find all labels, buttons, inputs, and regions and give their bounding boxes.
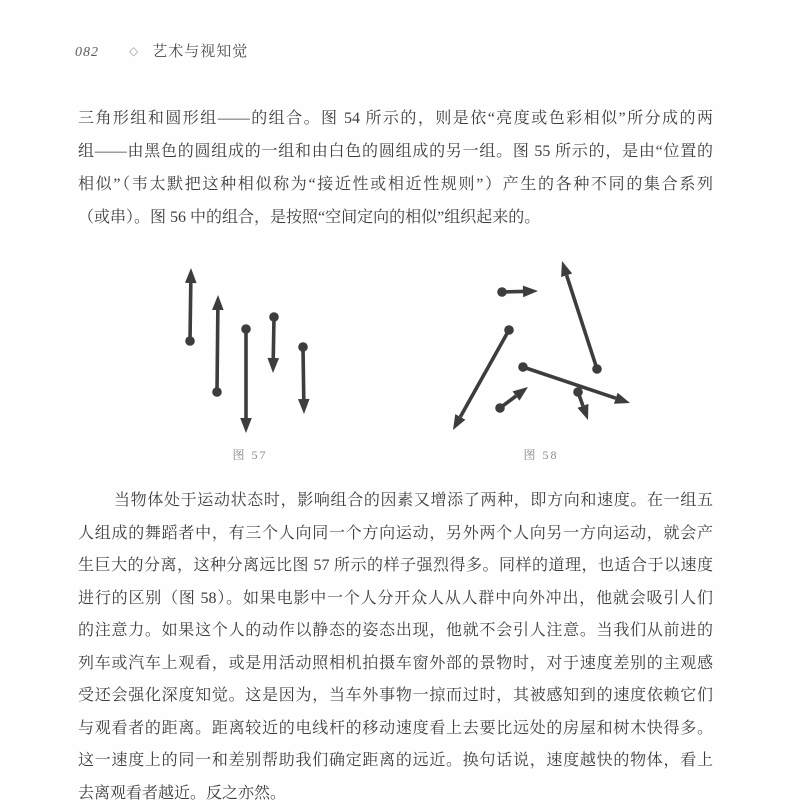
figure-57-arrow-diagram xyxy=(0,250,395,470)
text-line: 进行的区别（图 58）。如果电影中一个人分开众人从人群中向外冲出，他就会吸引人们 xyxy=(78,589,713,607)
text-line: 当物体处于运动状态时，影响组合的因素又增添了两种，即方向和速度。在一组五 xyxy=(114,492,713,509)
text-line: （或串）。图 56 中的组合，是按照“空间定向的相似”组织起来的。 xyxy=(78,209,541,226)
figure-57-caption: 图 57 xyxy=(232,448,268,462)
text-line: 与观看者的距离。距离较近的电线杆的移动速度看上去要比远处的房屋和树木快得多。 xyxy=(78,719,713,737)
text-line: 三角形组和圆形组——的组合。图 54 所示的，则是依“亮度或色彩相似”所分成的两 xyxy=(78,110,713,127)
text-line: 组——由黑色的圆组成的一组和由白色的圆组成的另一组。图 55 所示的，是由“位置的 xyxy=(78,143,713,160)
text-line: 生巨大的分离，这种分离远比图 57 所示的样子强烈得多。同样的道理，也适合于以速度 xyxy=(78,557,713,574)
page-number: 082 xyxy=(75,45,99,60)
text-line: 的注意力。如果这个人的动作以静态的姿态出现，他就不会引人注意。当我们从前进的 xyxy=(78,622,713,639)
diamond-icon: ◇ xyxy=(129,44,139,58)
text-line: 相似”（韦太默把这种相似称为“接近性或相近性规则”）产生的各种不同的集合系列 xyxy=(78,176,713,193)
text-line: 列车或汽车上观看，或是用活动照相机拍摄车窗外部的景物时，对于速度差别的主观感 xyxy=(78,654,713,672)
text-line: 受还会强化深度知觉。这是因为，当车外事物一掠而过时，其被感知到的速度依赖它们 xyxy=(78,687,713,704)
text-line: 去离观看者越近。反之亦然。 xyxy=(78,784,287,802)
paragraph-2 xyxy=(78,485,713,810)
figure-58-caption: 图 58 xyxy=(523,448,559,462)
paragraph-1 xyxy=(78,102,713,234)
text-line: 人组成的舞蹈者中，有三个人向同一个方向运动，另外两个人向另一方向运动，就会产 xyxy=(78,524,713,542)
running-head xyxy=(75,40,248,61)
figures-row xyxy=(0,250,790,470)
text-line: 这一速度上的同一和差别帮助我们确定距离的远近。换句话说，速度越快的物体，看上 xyxy=(78,752,713,769)
book-title: 艺术与视知觉 xyxy=(152,44,249,60)
figure-58-arrow-diagram xyxy=(395,250,790,470)
